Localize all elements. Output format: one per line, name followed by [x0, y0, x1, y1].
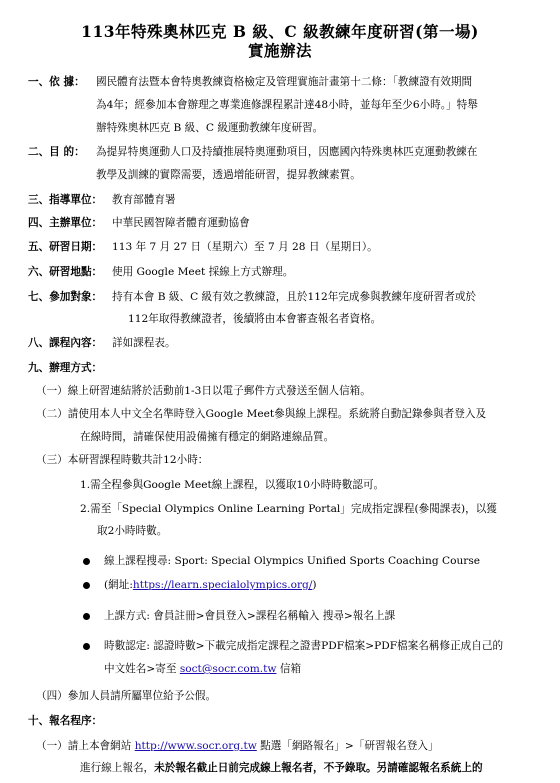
sec5-text: 113 年 7 月 27 日（星期六）至 7 月 28 日（星期日）。: [112, 241, 378, 253]
sec10-item-1: （一）請上本會網站 http://www.socr.org.tw 點選「網路報名」>「研習報名登入」: [36, 740, 439, 752]
sec9-bullet-3: 上課方式: 會員註冊>會員登入>課程名稱輸入 搜尋>報名上課: [104, 610, 396, 622]
sec9-bullet-4b: 中文姓名>寄至 soct@socr.com.tw 信箱: [104, 663, 302, 675]
sec1-label: 一、依 據：: [28, 76, 85, 88]
sec2-text-1: 為提昇特奧運動人口及持續推展特奧運動項目，因應國內特殊奧林匹克運動教練在: [96, 146, 478, 158]
sec9-item-4: （四）參加人員請所屬單位給予公假。: [36, 690, 217, 702]
sec10-item-1b: 進行線上報名，未於報名截止日前完成線上報名者，不予錄取。另請確認報名系統上的: [80, 762, 483, 774]
sec8-label: 八、課程內容：: [28, 337, 103, 349]
sec4-text: 中華民國智障者體育運動協會: [112, 217, 250, 229]
bullet-dot: [83, 613, 90, 620]
sec1-text-3: 辦特殊奧林匹克 B 級、C 級運動教練年度研習。: [96, 122, 324, 134]
sec9-item-2b: 在線時間，請確保使用設備擁有穩定的網路連線品質。: [80, 431, 335, 443]
association-website-link[interactable]: http://www.socr.org.tw: [134, 740, 257, 752]
sec4-label: 四、主辦單位：: [28, 217, 103, 229]
sec2-text-2: 教學及訓練的實際需要，透過增能研習，提昇教練素質。: [96, 169, 361, 181]
bullet-dot: [83, 643, 90, 650]
sec7-label: 七、參加對象：: [28, 291, 103, 303]
sec9-item-3: （三）本研習課程時數共計12小時：: [36, 454, 209, 466]
document-subtitle: 實施辦法: [247, 41, 312, 60]
learning-portal-link[interactable]: https://learn.specialolympics.org/: [132, 579, 313, 591]
sec1-text-1: 國民體育法暨本會特奧教練資格檢定及管理實施計畫第十二條：「教練證有效期間: [96, 76, 473, 88]
sec3-text: 教育部體育署: [112, 194, 176, 206]
bullet-dot: [83, 582, 90, 589]
sec7-text-1: 持有本會 B 級、C 級有效之教練證，且於112年完成參與教練年度研習者或於: [112, 291, 477, 303]
sec9-sub-2a: 2.需至「Special Olympics Online Learning Portal」完成指定課程(參閱課表)，以獲: [80, 503, 497, 515]
sec9-bullet-1: 線上課程搜尋: Sport: Special Olympics Unified Sports Coaching Course: [104, 555, 481, 567]
sec9-bullet-2: (網址:https://learn.specialolympics.org/): [104, 579, 317, 591]
sec9-sub-2b: 取2小時時數。: [97, 525, 168, 537]
sec6-label: 六、研習地點：: [28, 266, 103, 278]
sec9-label: 九、辦理方式：: [28, 362, 103, 374]
sec7-text-2: 112年取得教練證者，後續將由本會審查報名者資格。: [128, 313, 382, 325]
sec8-text: 詳如課程表。: [112, 337, 176, 349]
sec9-sub-1: 1.需全程參與Google Meet線上課程，以獲取10小時時數認可。: [80, 479, 385, 491]
sec9-item-2a: （二）請使用本人中文全名準時登入Google Meet參與線上課程。系統將自動記錄參與者登入及: [36, 408, 487, 420]
bullet-dot: [83, 558, 90, 565]
sec1-text-2: 為4年；經參加本會辦理之專業進修課程累計達48小時，並每年至少6小時。」特舉: [96, 99, 478, 111]
sec10-label: 十、報名程序：: [28, 715, 103, 727]
sec9-bullet-4a: 時數認定: 認證時數>下載完成指定課程之證書PDF檔案>PDF檔案名稱修正成自己的: [104, 640, 504, 652]
email-link[interactable]: soct@socr.com.tw: [179, 663, 277, 675]
sec6-text: 使用 Google Meet 採線上方式辦理。: [112, 266, 294, 278]
sec9-item-1: （一）線上研習連結將於活動前1-3日以電子郵件方式發送至個人信箱。: [36, 385, 371, 397]
document-title: 113年特殊奧林匹克 B 級、C 級教練年度研習(第一場): [81, 22, 479, 41]
sec5-label: 五、研習日期：: [28, 241, 103, 253]
sec2-label: 二、目 的：: [28, 146, 85, 158]
sec3-label: 三、指導單位：: [28, 194, 103, 206]
